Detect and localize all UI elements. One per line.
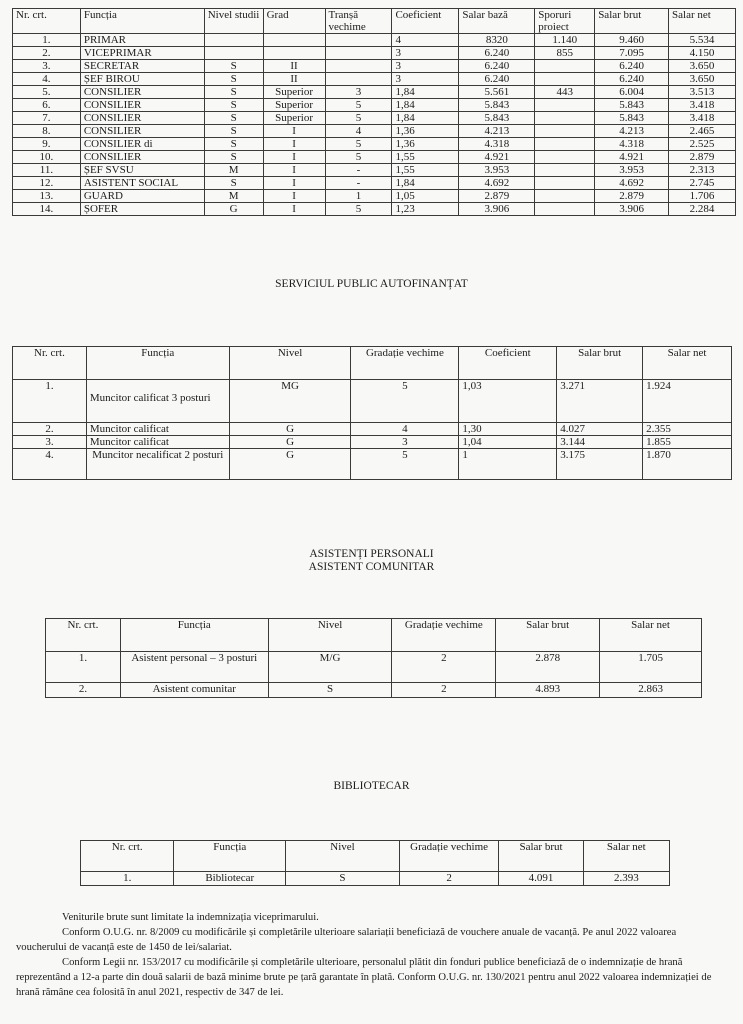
col-nivel: Nivel — [286, 841, 400, 872]
col-salar-net: Salar net — [669, 9, 736, 34]
table-row: 1. Asistent personal – 3 posturi M/G 2 2.878 1.705 — [46, 652, 702, 683]
table-row: 13. GUARD M I 1 1,05 2.879 2.879 1.706 — [13, 190, 736, 203]
table-row: 1. Muncitor calificat 3 posturi MG 5 1,03 3.271 1.924 — [13, 380, 732, 423]
col-coeficient: Coeficient — [392, 9, 459, 34]
col-salar-net: Salar net — [583, 841, 669, 872]
note-indemnizatie-hrana: Conform Legii nr. 153/2017 cu modificările și completările ulterioare, personalul plătit din fonduri publice beneficiază de o indemnizație de hrană reprezentând a 12-a parte din două salarii de bază minime brute pe țară garantate în plată. Conform O.U.G. nr. 130/2021 pentru anul 2022 valoarea indemnizației de hrană rămâne cea folosită în anul 2021, respectiv de 347 de lei. — [16, 957, 712, 998]
col-gradatie-vechime: Gradație vechime — [392, 619, 496, 652]
table-row: 2. Muncitor calificat G 4 1,30 4.027 2.355 — [13, 423, 732, 436]
col-nr: Nr. crt. — [13, 347, 87, 380]
salary-table-serviciul-public — [12, 346, 732, 480]
table-row: 1. PRIMAR 4 8320 1.140 9.460 5.534 — [13, 34, 736, 47]
salary-table-asistenti — [45, 618, 702, 698]
col-transa-vechime: Tranșă vechime — [325, 9, 392, 34]
section-title-serviciul-public: SERVICIUL PUBLIC AUTOFINANȚAT — [275, 278, 468, 290]
col-sporuri-proiect: Sporuri proiect — [535, 9, 595, 34]
col-salar-net: Salar net — [643, 347, 732, 380]
table-row: 8. CONSILIER S I 4 1,36 4.213 4.213 2.465 — [13, 125, 736, 138]
table-header-row — [81, 841, 670, 872]
table-row: 2. VICEPRIMAR 3 6.240 855 7.095 4.150 — [13, 47, 736, 60]
salary-table-bibliotecar — [80, 840, 670, 886]
table-row: 2. Asistent comunitar S 2 4.893 2.863 — [46, 683, 702, 698]
col-functia: Funcția — [80, 9, 204, 34]
col-nivel: Nivel — [268, 619, 392, 652]
table-row: 5. CONSILIER S Superior 3 1,84 5.561 443 6.004 3.513 — [13, 86, 736, 99]
notes-block — [16, 910, 728, 1000]
col-salar-brut: Salar brut — [557, 347, 643, 380]
table-row: 11. ȘEF SVSU M I - 1,55 3.953 3.953 2.313 — [13, 164, 736, 177]
table-row: 3. Muncitor calificat G 3 1,04 3.144 1.855 — [13, 436, 732, 449]
col-coeficient: Coeficient — [459, 347, 557, 380]
col-nr: Nr. crt. — [81, 841, 174, 872]
table-row: 4. ȘEF BIROU S II 3 6.240 6.240 3.650 — [13, 73, 736, 86]
table-row: 3. SECRETAR S II 3 6.240 6.240 3.650 — [13, 60, 736, 73]
col-salar-brut: Salar brut — [496, 619, 600, 652]
table-header-row — [13, 347, 732, 380]
section-title-asistenti-personali: ASISTENȚI PERSONALI — [309, 548, 434, 560]
section-title-asistent-comunitar: ASISTENT COMUNITAR — [308, 561, 435, 573]
col-functia: Funcția — [174, 841, 286, 872]
col-gradatie-vechime: Gradație vechime — [351, 347, 459, 380]
table-row: 14. ȘOFER G I 5 1,23 3.906 3.906 2.284 — [13, 203, 736, 216]
col-nivel: Nivel — [229, 347, 351, 380]
table-row: 7. CONSILIER S Superior 5 1,84 5.843 5.843 3.418 — [13, 112, 736, 125]
col-nr: Nr. crt. — [46, 619, 121, 652]
table-row: 12. ASISTENT SOCIAL S I - 1,84 4.692 4.692 2.745 — [13, 177, 736, 190]
table-header-row — [46, 619, 702, 652]
col-functia: Funcția — [86, 347, 229, 380]
col-nivel-studii: Nivel studii — [204, 9, 263, 34]
col-salar-baza: Salar bază — [459, 9, 535, 34]
table-row: 4. Muncitor necalificat 2 posturi G 5 1 3.175 1.870 — [13, 449, 732, 480]
col-gradatie-vechime: Gradație vechime — [399, 841, 499, 872]
col-salar-brut: Salar brut — [499, 841, 583, 872]
note-vouchere-vacanta: Conform O.U.G. nr. 8/2009 cu modificările și completările ulterioare salariații beneficiază de vouchere anuale de vacanță. Pe anul 2022 valoarea voucherului de vacanță este de 1450 de lei/salariat. — [16, 927, 677, 953]
note-venituri: Veniturile brute sunt limitate la indemnizația viceprimarului. — [62, 912, 319, 923]
section-title-bibliotecar: BIBLIOTECAR — [333, 780, 410, 792]
table-row: 9. CONSILIER di S I 5 1,36 4.318 4.318 2.525 — [13, 138, 736, 151]
col-functia: Funcția — [120, 619, 268, 652]
table-header-row — [13, 9, 736, 34]
salary-table-main — [12, 8, 736, 216]
table-row: 1. Bibliotecar S 2 4.091 2.393 — [81, 872, 670, 886]
col-nr: Nr. crt. — [13, 9, 81, 34]
table-row: 10. CONSILIER S I 5 1,55 4.921 4.921 2.879 — [13, 151, 736, 164]
table-row: 6. CONSILIER S Superior 5 1,84 5.843 5.843 3.418 — [13, 99, 736, 112]
col-salar-net: Salar net — [600, 619, 702, 652]
col-grad: Grad — [263, 9, 325, 34]
col-salar-brut: Salar brut — [595, 9, 669, 34]
